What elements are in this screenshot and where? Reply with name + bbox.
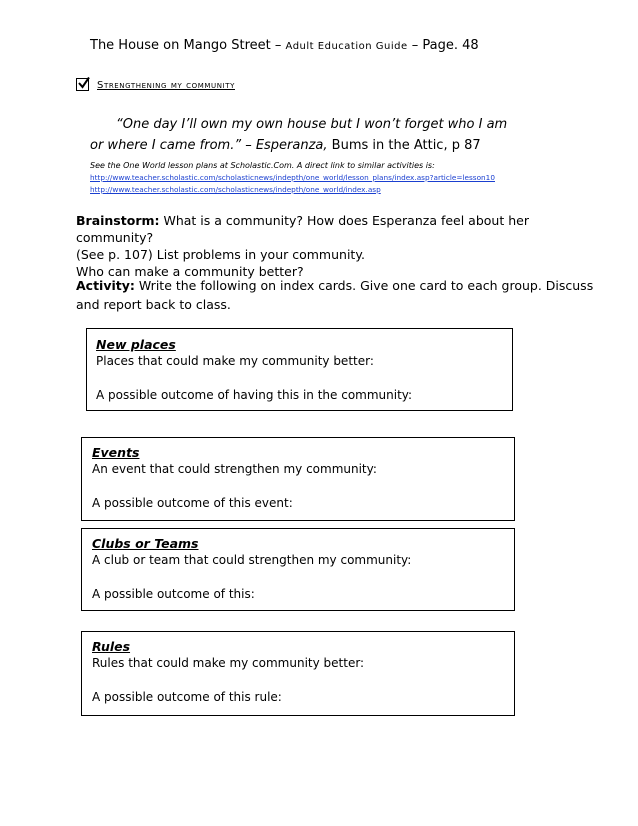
quote-source: Bums in the Attic, p 87 <box>327 138 481 153</box>
card-prompt: Rules that could make my community better: <box>92 656 365 670</box>
lesson-plan-link[interactable]: http://www.teacher.scholastic.com/scholasticnews/indepth/one_world/lesson_plans/index.asp?article=lesson10 <box>90 173 495 182</box>
brainstorm-label: Brainstorm: <box>76 213 160 228</box>
card-title: Events <box>92 445 140 460</box>
card-prompt: Places that could make my community better: <box>96 354 374 368</box>
activity-label: Activity: <box>76 278 135 293</box>
quote-block <box>90 114 590 156</box>
brainstorm-paragraph <box>76 212 591 280</box>
header-title-suffix: – Page. 48 <box>407 38 479 53</box>
index-card-new-places <box>86 328 513 411</box>
activity-text-2: and report back to class. <box>76 297 231 312</box>
index-card-clubs-teams <box>81 528 515 611</box>
card-outcome: A possible outcome of this rule: <box>92 690 282 704</box>
one-world-link[interactable]: http://www.teacher.scholastic.com/scholasticnews/indepth/one_world/index.asp <box>90 185 381 194</box>
card-prompt: An event that could strengthen my community: <box>92 462 377 476</box>
header-title-prefix: The House on Mango Street – <box>90 38 286 53</box>
card-outcome: A possible outcome of this: <box>92 587 255 601</box>
index-card-events <box>81 437 515 521</box>
quote-line-2 <box>90 135 590 156</box>
brainstorm-text-2: (See p. 107) List problems in your community. <box>76 247 365 262</box>
brainstorm-text-1: What is a community? How does Esperanza feel about her community? <box>76 213 529 245</box>
card-outcome: A possible outcome of this event: <box>92 496 293 510</box>
activity-paragraph <box>76 276 596 314</box>
quote-line-1: “One day I’ll own my own house but I won’t forget who I am <box>116 117 508 132</box>
card-outcome: A possible outcome of having this in the community: <box>96 388 413 402</box>
section-title: Strengthening my community <box>97 80 235 91</box>
brainstorm-text-3: Who can make a community better? <box>76 264 304 279</box>
card-title: Clubs or Teams <box>92 536 199 551</box>
index-card-rules <box>81 631 515 716</box>
card-title: Rules <box>92 639 131 654</box>
page-header <box>90 38 479 53</box>
see-also-block <box>90 160 610 196</box>
card-title: New places <box>96 337 176 352</box>
card-prompt: A club or team that could strengthen my community: <box>92 553 412 567</box>
checked-box-icon <box>76 78 89 91</box>
activity-text-1: Write the following on index cards. Give one card to each group. Discuss <box>134 278 594 293</box>
see-also-intro: See the One World lesson plans at Scholastic.Com. A direct link to similar activities is: <box>90 161 435 170</box>
header-guide-label: Adult Education Guide <box>285 41 408 52</box>
quote-line-2-italic: or where I came from.” – Esperanza, <box>90 138 328 153</box>
